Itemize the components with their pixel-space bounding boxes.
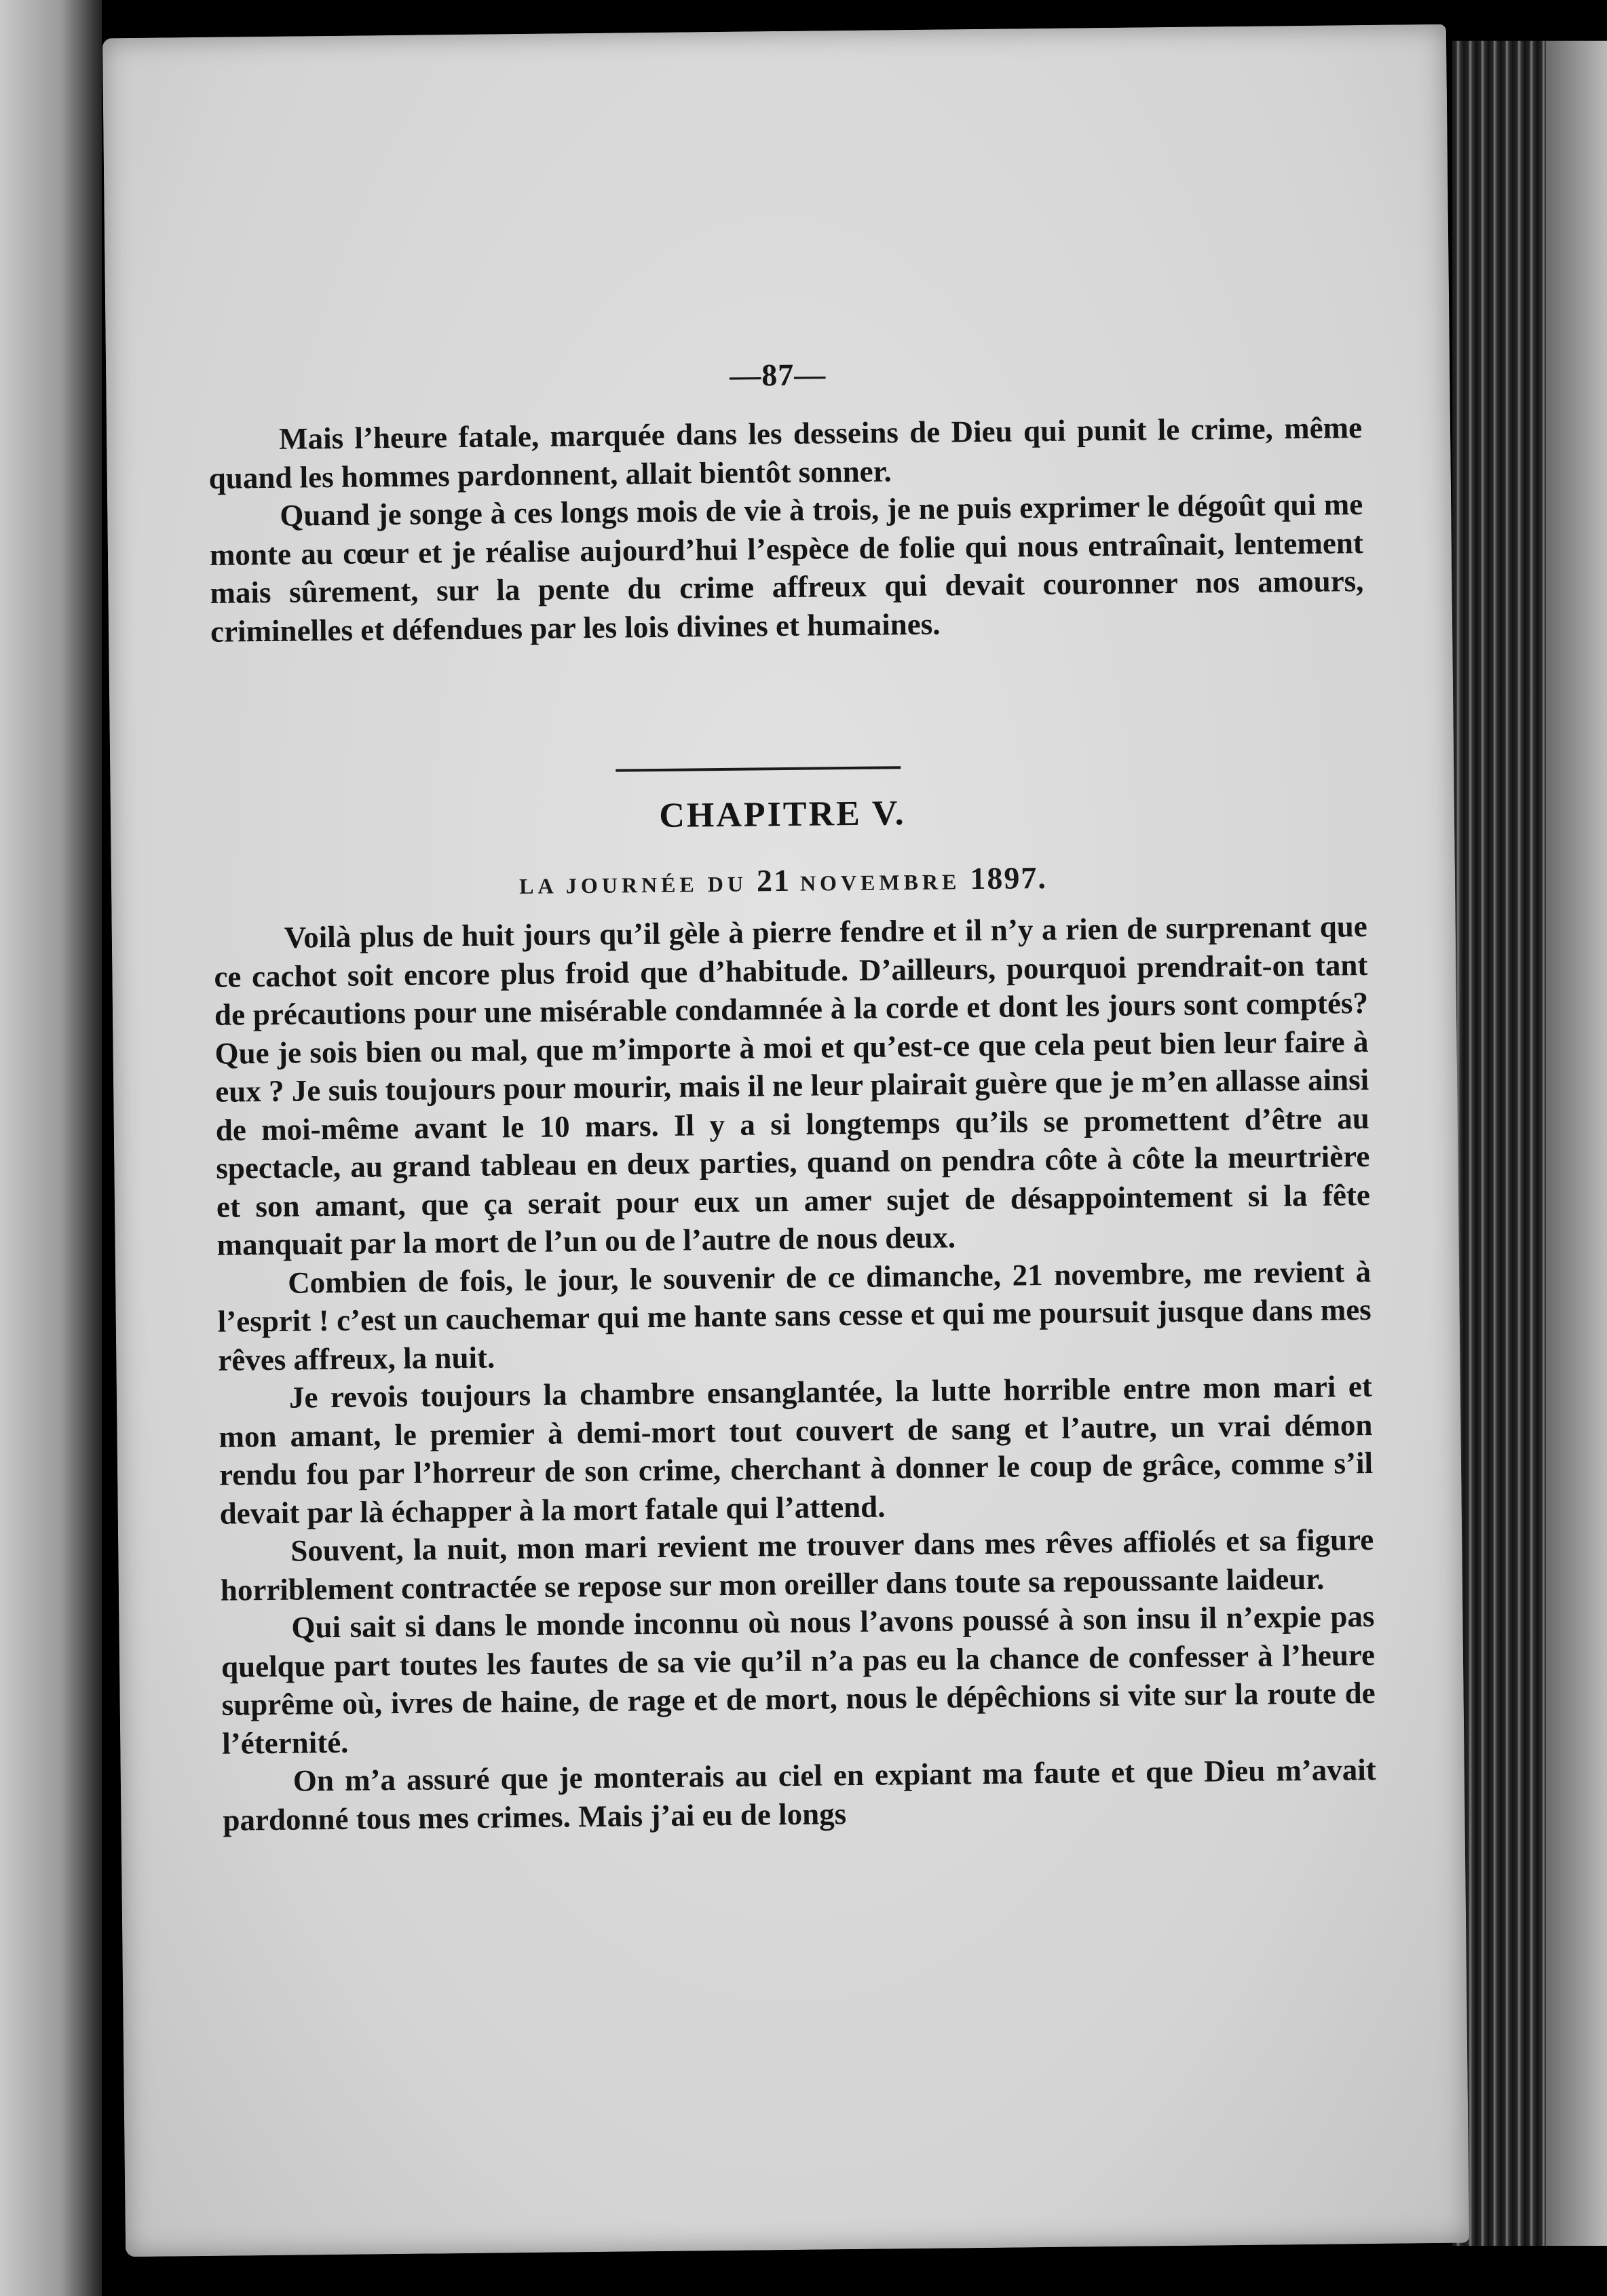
- chapter-body: [214, 907, 1377, 1839]
- paragraph: On m’a assuré que je monterais au ciel en expiant ma faute et que Dieu m’avait pardonné tous mes crimes. Mais j’ai eu de longs: [223, 1752, 1377, 1837]
- paragraph: Souvent, la nuit, mon mari revient me trouver dans mes rêves affiolés et sa figure horriblement contractée se repose sur mon oreiller dans toute sa repoussante laideur.: [220, 1522, 1374, 1607]
- chapter-subtitle: [111, 856, 1455, 906]
- chapter-title: CHAPITRE V.: [658, 794, 906, 835]
- subtitle-year: 1897.: [970, 860, 1048, 896]
- page-number: —87—: [729, 357, 827, 393]
- paragraph: Voilà plus de huit jours qu’il gèle à pierre fendre et il n’y a rien de surprenant que ce cachot soit encore plus froid que d’habitude. D’ailleurs, pourquoi prendrait-on tant de précautions pour une misérable condamnée à la corde et dont les jours sont comptés? Que je sois bien ou mal, que m’importe à moi et qu’est-ce que cela peut bien leur faire à eux ? Je suis toujours pour mourir, mais il ne leur plairait guère que je m’en allasse ainsi de moi-même avant le 10 mars. Il y a si longtemps qu’ils se promettent d’être au spectacle, au grand tableau en deux parties, quand on pendra côte à côte la meurtrière et son amant, que ça serait pour eux un amer sujet de désappointement si la fête manquait par la mort de l’un ou de l’autre de nous deux.: [214, 909, 1371, 1262]
- paragraph: Mais l’heure fatale, marquée dans les desseins de Dieu qui punit le crime, même quand les hommes pardonnent, allait bientôt sonner.: [208, 410, 1363, 495]
- subtitle-day: 21: [756, 862, 791, 898]
- section-divider: [616, 766, 901, 771]
- top-text-block: [208, 408, 1364, 651]
- paragraph: Quand je songe à ces longs mois de vie à trois, je ne puis exprimer le dégoût qui me monte au cœur et je réalise aujourd’hui l’espèce de folie qui nous entraînait, lentement mais sûrement, sur la pente du crime affreux qui devait couronner nos amours, criminelles et défendues par les lois divines et humaines.: [209, 487, 1364, 649]
- paragraph: Qui sait si dans le monde inconnu où nous l’avons poussé à son insu il n’expie pas quelque part toutes les fautes de sa vie qu’il n’a pas eu la chance de confesser à l’heure suprême où, ivres de haine, de rage et de mort, nous le dépêchions si vite sur la route de l’éternité.: [221, 1599, 1376, 1761]
- subtitle-text: LA JOURNÉE DU: [518, 871, 748, 899]
- paragraph: Combien de fois, le jour, le souvenir de ce dimanche, 21 novembre, me revient à l’esprit ! c’est un cauchemar qui me hante sans cesse et qui me poursuit jusque dans mes rêves affreux, la nuit.: [217, 1254, 1372, 1377]
- paragraph: Je revois toujours la chambre ensanglantée, la lutte horrible entre mon mari et mon amant, le premier à demi-mort tout couvert de sang et l’autre, un vrai démon rendu fou par l’horreur de son crime, cherchant à donner le coup de grâce, comme s’il devait par là échapper à la mort fatale qui l’attend.: [219, 1369, 1374, 1531]
- book-page: [102, 24, 1469, 2257]
- subtitle-month: NOVEMBRE: [799, 869, 961, 896]
- right-page-edges: [1452, 41, 1607, 2246]
- left-page-edge: [0, 0, 102, 2296]
